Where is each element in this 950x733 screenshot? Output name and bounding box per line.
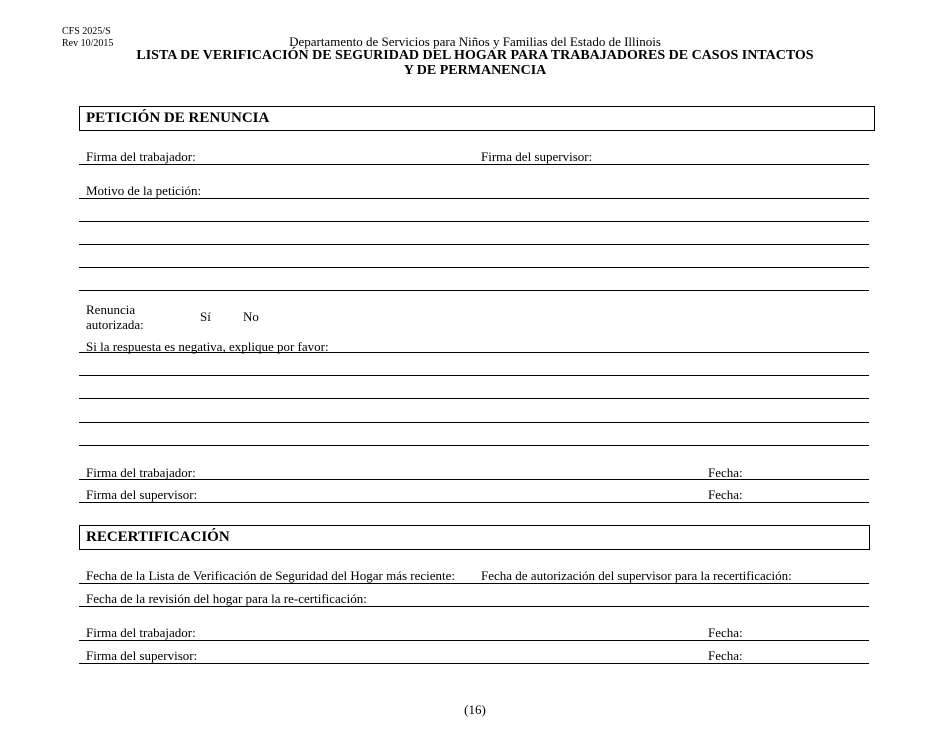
worker-signature-label-2: Firma del trabajador: (86, 465, 196, 480)
explain-line-4[interactable] (79, 422, 869, 423)
supervisor-signature-field-2[interactable] (79, 502, 869, 503)
title-line-1: LISTA DE VERIFICACIÓN DE SEGURIDAD DEL HOGAR PARA TRABAJADORES DE CASOS INTACTOS (136, 48, 814, 63)
checklist-date-label: Fecha de la Lista de Verificación de Seguridad del Hogar más reciente: (86, 568, 456, 583)
waiver-section-heading (79, 106, 875, 131)
reason-line-3[interactable] (79, 244, 869, 245)
waiver-authorized-label (86, 302, 144, 332)
worker-signature-field-2[interactable] (79, 479, 869, 480)
reason-line-5[interactable] (79, 290, 869, 291)
recert-supervisor-signature-field[interactable] (79, 663, 869, 664)
recert-date-label-1: Fecha: (708, 625, 743, 640)
worker-signature-label: Firma del trabajador: (86, 149, 196, 164)
reason-label: Motivo de la petición: (86, 183, 202, 198)
recertification-section-heading (79, 525, 870, 550)
form-revision: Rev 10/2015 (62, 38, 114, 49)
explain-line-1[interactable] (79, 352, 869, 353)
recertification-heading-text: RECERTIFICACIÓN (86, 529, 230, 545)
worker-signature-field[interactable] (79, 164, 869, 165)
home-review-date-label: Fecha de la revisión del hogar para la re-certificación: (86, 591, 367, 606)
explain-label: Si la respuesta es negativa, explique por favor: (86, 339, 329, 354)
title-line-2: Y DE PERMANENCIA (403, 63, 547, 78)
recert-worker-signature-field[interactable] (79, 640, 869, 641)
waiver-heading-text: PETICIÓN DE RENUNCIA (86, 110, 270, 126)
page-title (0, 48, 950, 78)
date-label-1: Fecha: (708, 465, 743, 480)
page-number: (16) (464, 702, 486, 717)
explain-line-5[interactable] (79, 445, 869, 446)
yes-option[interactable]: Sí (200, 309, 211, 324)
supervisor-signature-label-2: Firma del supervisor: (86, 487, 198, 502)
recert-worker-signature-label: Firma del trabajador: (86, 625, 196, 640)
recert-date-label-2: Fecha: (708, 648, 743, 663)
reason-line-4[interactable] (79, 267, 869, 268)
recert-supervisor-signature-label: Firma del supervisor: (86, 648, 198, 663)
waiver-authorized-line-1: Renuncia (86, 302, 136, 317)
reason-line-2[interactable] (79, 221, 869, 222)
waiver-authorized-line-2: autorizada: (86, 317, 144, 332)
home-review-date-field[interactable] (79, 606, 869, 607)
explain-line-2[interactable] (79, 375, 869, 376)
reason-line-1[interactable] (79, 198, 869, 199)
explain-line-3[interactable] (79, 398, 869, 399)
checklist-date-field[interactable] (79, 583, 869, 584)
department-name: Departamento de Servicios para Niños y Familias del Estado de Illinois (289, 34, 661, 49)
no-option[interactable]: No (243, 309, 259, 324)
supervisor-auth-date-label: Fecha de autorización del supervisor para la recertificación: (481, 568, 792, 583)
date-label-2: Fecha: (708, 487, 743, 502)
supervisor-signature-label: Firma del supervisor: (481, 149, 593, 164)
form-code-number: CFS 2025/S (62, 26, 111, 37)
